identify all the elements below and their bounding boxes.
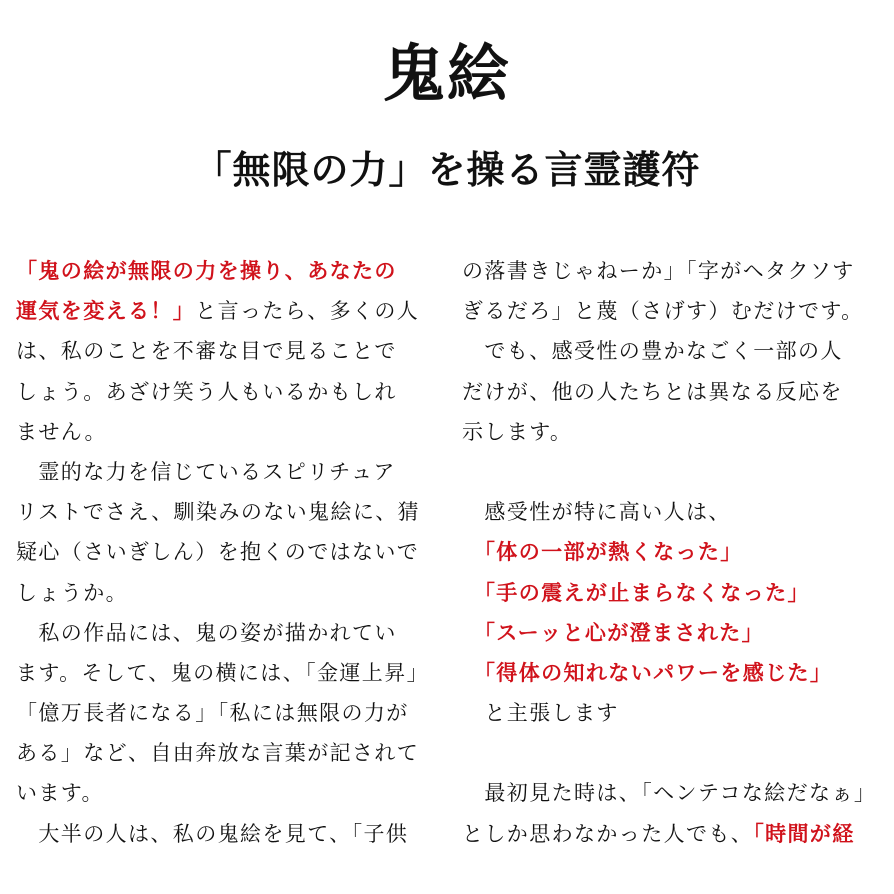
text-line <box>16 773 436 813</box>
highlighted-text: 「スーッと心が澄まされた」 <box>484 620 765 645</box>
text-line <box>462 733 882 773</box>
body-text <box>462 581 484 605</box>
text-line <box>16 573 436 613</box>
body-text: 「億万長者になる」「私には無限の力が <box>16 701 409 726</box>
body-text: と言ったら、多くの人 <box>195 299 420 324</box>
text-line <box>16 814 436 854</box>
text-line <box>462 773 882 813</box>
body-text <box>462 540 484 564</box>
text-line <box>462 331 882 371</box>
text-line <box>462 291 882 331</box>
text-line <box>16 452 436 492</box>
text-line <box>462 613 882 653</box>
body-text: 感受性が特に高い人は、 <box>462 500 731 525</box>
body-text: ぎるだろ」と蔑（さげす）むだけです。 <box>462 299 864 324</box>
body-text: 霊的な力を信じているスピリチュア <box>16 459 396 484</box>
text-line <box>462 452 882 492</box>
highlighted-text: 「時間が経 <box>753 821 855 846</box>
highlighted-text: 「体の一部が熱くなった」 <box>484 540 743 565</box>
body-text: しょう。あざけ笑う人もいるかもしれ <box>16 379 397 404</box>
body-text: ません。 <box>16 419 107 444</box>
body-text: と主張します <box>462 701 619 726</box>
body-text: います。 <box>16 781 104 806</box>
text-line <box>462 693 882 733</box>
body-text: 最初見た時は、「ヘンテコな絵だなぁ」 <box>462 781 877 806</box>
body-text <box>462 621 484 645</box>
text-line <box>16 613 436 653</box>
highlighted-text: 「得体の知れないパワーを感じた」 <box>484 660 833 685</box>
text-line <box>16 251 436 291</box>
right-text-column <box>462 251 882 854</box>
text-line <box>16 412 436 452</box>
text-line <box>16 733 436 773</box>
body-text: だけが、他の人たちとは異なる反応を <box>462 379 843 404</box>
highlighted-text: 「鬼の絵が無限の力を操り、あなたの <box>16 259 397 283</box>
text-line <box>462 814 882 854</box>
body-text: の落書きじゃねーか」「字がヘタクソす <box>462 259 855 283</box>
text-line <box>462 532 882 572</box>
text-line <box>462 251 882 291</box>
body-text: は、私のことを不審な目で見ることで <box>16 339 397 364</box>
text-line <box>16 492 436 532</box>
body-text: でも、感受性の豊かなごく一部の人 <box>462 339 843 364</box>
body-text: しょうか。 <box>16 580 128 605</box>
text-line <box>462 372 882 412</box>
page-subtitle: 「無限の力」を操る言霊護符 <box>193 148 701 192</box>
text-line <box>462 492 882 532</box>
body-text: としか思わなかった人でも、 <box>462 821 754 846</box>
body-text: 疑心（さいぎしん）を抱くのではないで <box>16 540 420 565</box>
left-text-column <box>16 251 436 854</box>
highlighted-text: 運気を変える！」 <box>16 299 196 324</box>
text-line <box>16 372 436 412</box>
text-line <box>462 653 882 693</box>
body-text: ます。そして、鬼の横には、「金運上昇」 <box>16 660 429 685</box>
text-line <box>462 573 882 613</box>
text-line <box>16 532 436 572</box>
body-text: リストでさえ、馴染みのない鬼絵に、猜 <box>16 500 421 525</box>
text-line <box>16 653 436 693</box>
text-line <box>16 331 436 371</box>
text-line <box>462 412 882 452</box>
text-line <box>16 693 436 733</box>
body-text: 示します。 <box>462 419 573 444</box>
body-text <box>462 661 484 685</box>
body-text: 私の作品には、鬼の姿が描かれてい <box>16 620 397 645</box>
highlighted-text: 「手の震えが止まらなくなった」 <box>484 580 810 605</box>
text-line <box>16 291 436 331</box>
body-text: 大半の人は、私の鬼絵を見て、「子供 <box>16 821 409 846</box>
body-text: ある」など、自由奔放な言葉が記されて <box>16 741 420 766</box>
page-title: 鬼絵 <box>382 37 511 110</box>
